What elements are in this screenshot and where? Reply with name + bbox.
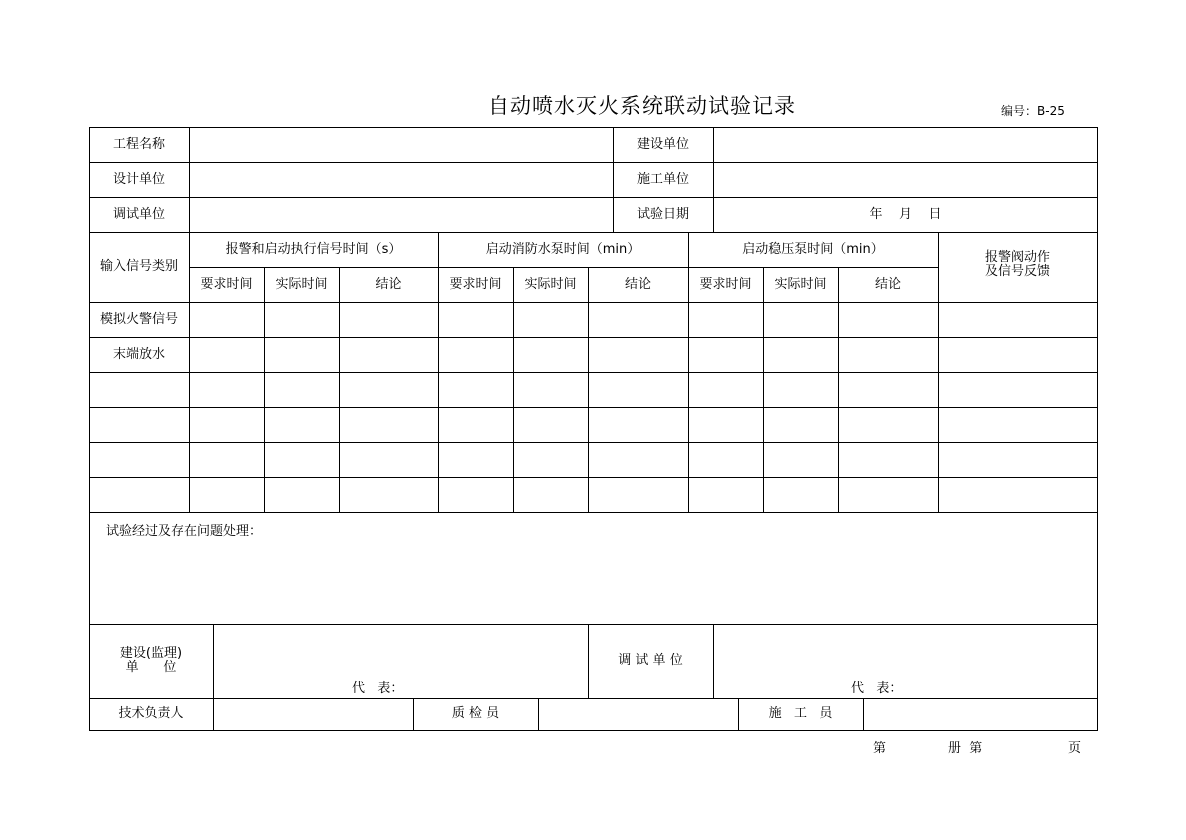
inspector-field[interactable] — [539, 699, 738, 730]
feedback-line-2: 及信号反馈 — [984, 263, 1050, 279]
jockey-pump-time-header: 启动稳压泵时间（min） — [742, 241, 884, 257]
test-date-label: 试验日期 — [636, 206, 689, 222]
record-form — [89, 127, 1098, 731]
project-name-label: 工程名称 — [112, 136, 165, 152]
required-time-header: 要求时间 — [449, 276, 502, 292]
footer-page-suffix: 页 — [1068, 741, 1082, 756]
input-signal-type-header: 输入信号类别 — [99, 259, 178, 274]
footer-volume-page: 册 第 — [948, 741, 983, 756]
rule — [838, 267, 839, 512]
footer-volume-prefix: 第 — [873, 741, 887, 756]
required-time-header: 要求时间 — [200, 276, 253, 292]
actual-time-header: 实际时间 — [275, 276, 328, 292]
rule — [89, 442, 1098, 443]
test-date-field[interactable]: 年 月 日 — [869, 206, 942, 222]
builder-worker-label: 施 工 员 — [768, 706, 833, 721]
rule — [713, 624, 714, 698]
design-unit-field[interactable] — [190, 163, 613, 197]
conclusion-header: 结论 — [874, 276, 901, 292]
conclusion-header: 结论 — [624, 276, 651, 292]
rule — [513, 267, 514, 512]
actual-time-header: 实际时间 — [524, 276, 577, 292]
supervisor-label-line-2: 单 位 — [125, 660, 177, 675]
rule — [264, 267, 265, 512]
rule — [89, 337, 1098, 338]
rule — [89, 372, 1098, 373]
border-bottom — [89, 730, 1098, 731]
builder-unit-field[interactable] — [714, 163, 1097, 197]
rule — [89, 512, 1098, 513]
tech-lead-field[interactable] — [214, 699, 413, 730]
commission-unit-label: 调试单位 — [112, 206, 165, 222]
alarm-valve-feedback-header — [938, 232, 1097, 297]
rule — [89, 407, 1098, 408]
document-number: 编号：B-25 — [1001, 104, 1065, 118]
fire-pump-time-header: 启动消防水泵时间（min） — [485, 241, 641, 257]
rule — [89, 477, 1098, 478]
design-unit-label: 设计单位 — [112, 171, 165, 187]
required-time-header: 要求时间 — [699, 276, 752, 292]
tech-lead-label: 技术负责人 — [118, 706, 184, 721]
page-title: 自动喷水灭火系统联动试验记录 — [488, 94, 796, 118]
border-right — [1097, 127, 1098, 731]
rule — [588, 267, 589, 512]
actual-time-header: 实际时间 — [774, 276, 827, 292]
construction-unit-field[interactable] — [714, 128, 1097, 162]
builder-worker-field[interactable] — [864, 699, 1097, 730]
row-label-simulated-fire-alarm: 模拟火警信号 — [99, 311, 178, 327]
rule — [763, 267, 764, 512]
alarm-signal-time-header: 报警和启动执行信号时间（s） — [225, 241, 402, 257]
commission-representative-label: 代 表： — [851, 681, 903, 696]
construction-unit-label: 建设单位 — [636, 136, 689, 152]
row-label-end-drain: 末端放水 — [112, 346, 165, 362]
commission-unit-field[interactable] — [190, 198, 613, 232]
supervisor-label-line-1: 建设(监理) — [119, 646, 183, 661]
test-process-label: 试验经过及存在问题处理： — [106, 524, 263, 539]
inspector-label: 质 检 员 — [451, 706, 500, 721]
feedback-line-1: 报警阀动作 — [984, 249, 1050, 265]
project-name-field[interactable] — [190, 128, 613, 162]
builder-unit-label: 施工单位 — [636, 171, 689, 187]
conclusion-header: 结论 — [375, 276, 402, 292]
rule — [339, 267, 340, 512]
test-process-notes-area[interactable] — [90, 539, 1097, 623]
supervisor-representative-label: 代 表： — [352, 681, 404, 696]
supervisor-unit-label — [89, 624, 213, 698]
commission-unit-sign-label: 调 试 单 位 — [618, 653, 683, 668]
rule — [89, 302, 1098, 303]
